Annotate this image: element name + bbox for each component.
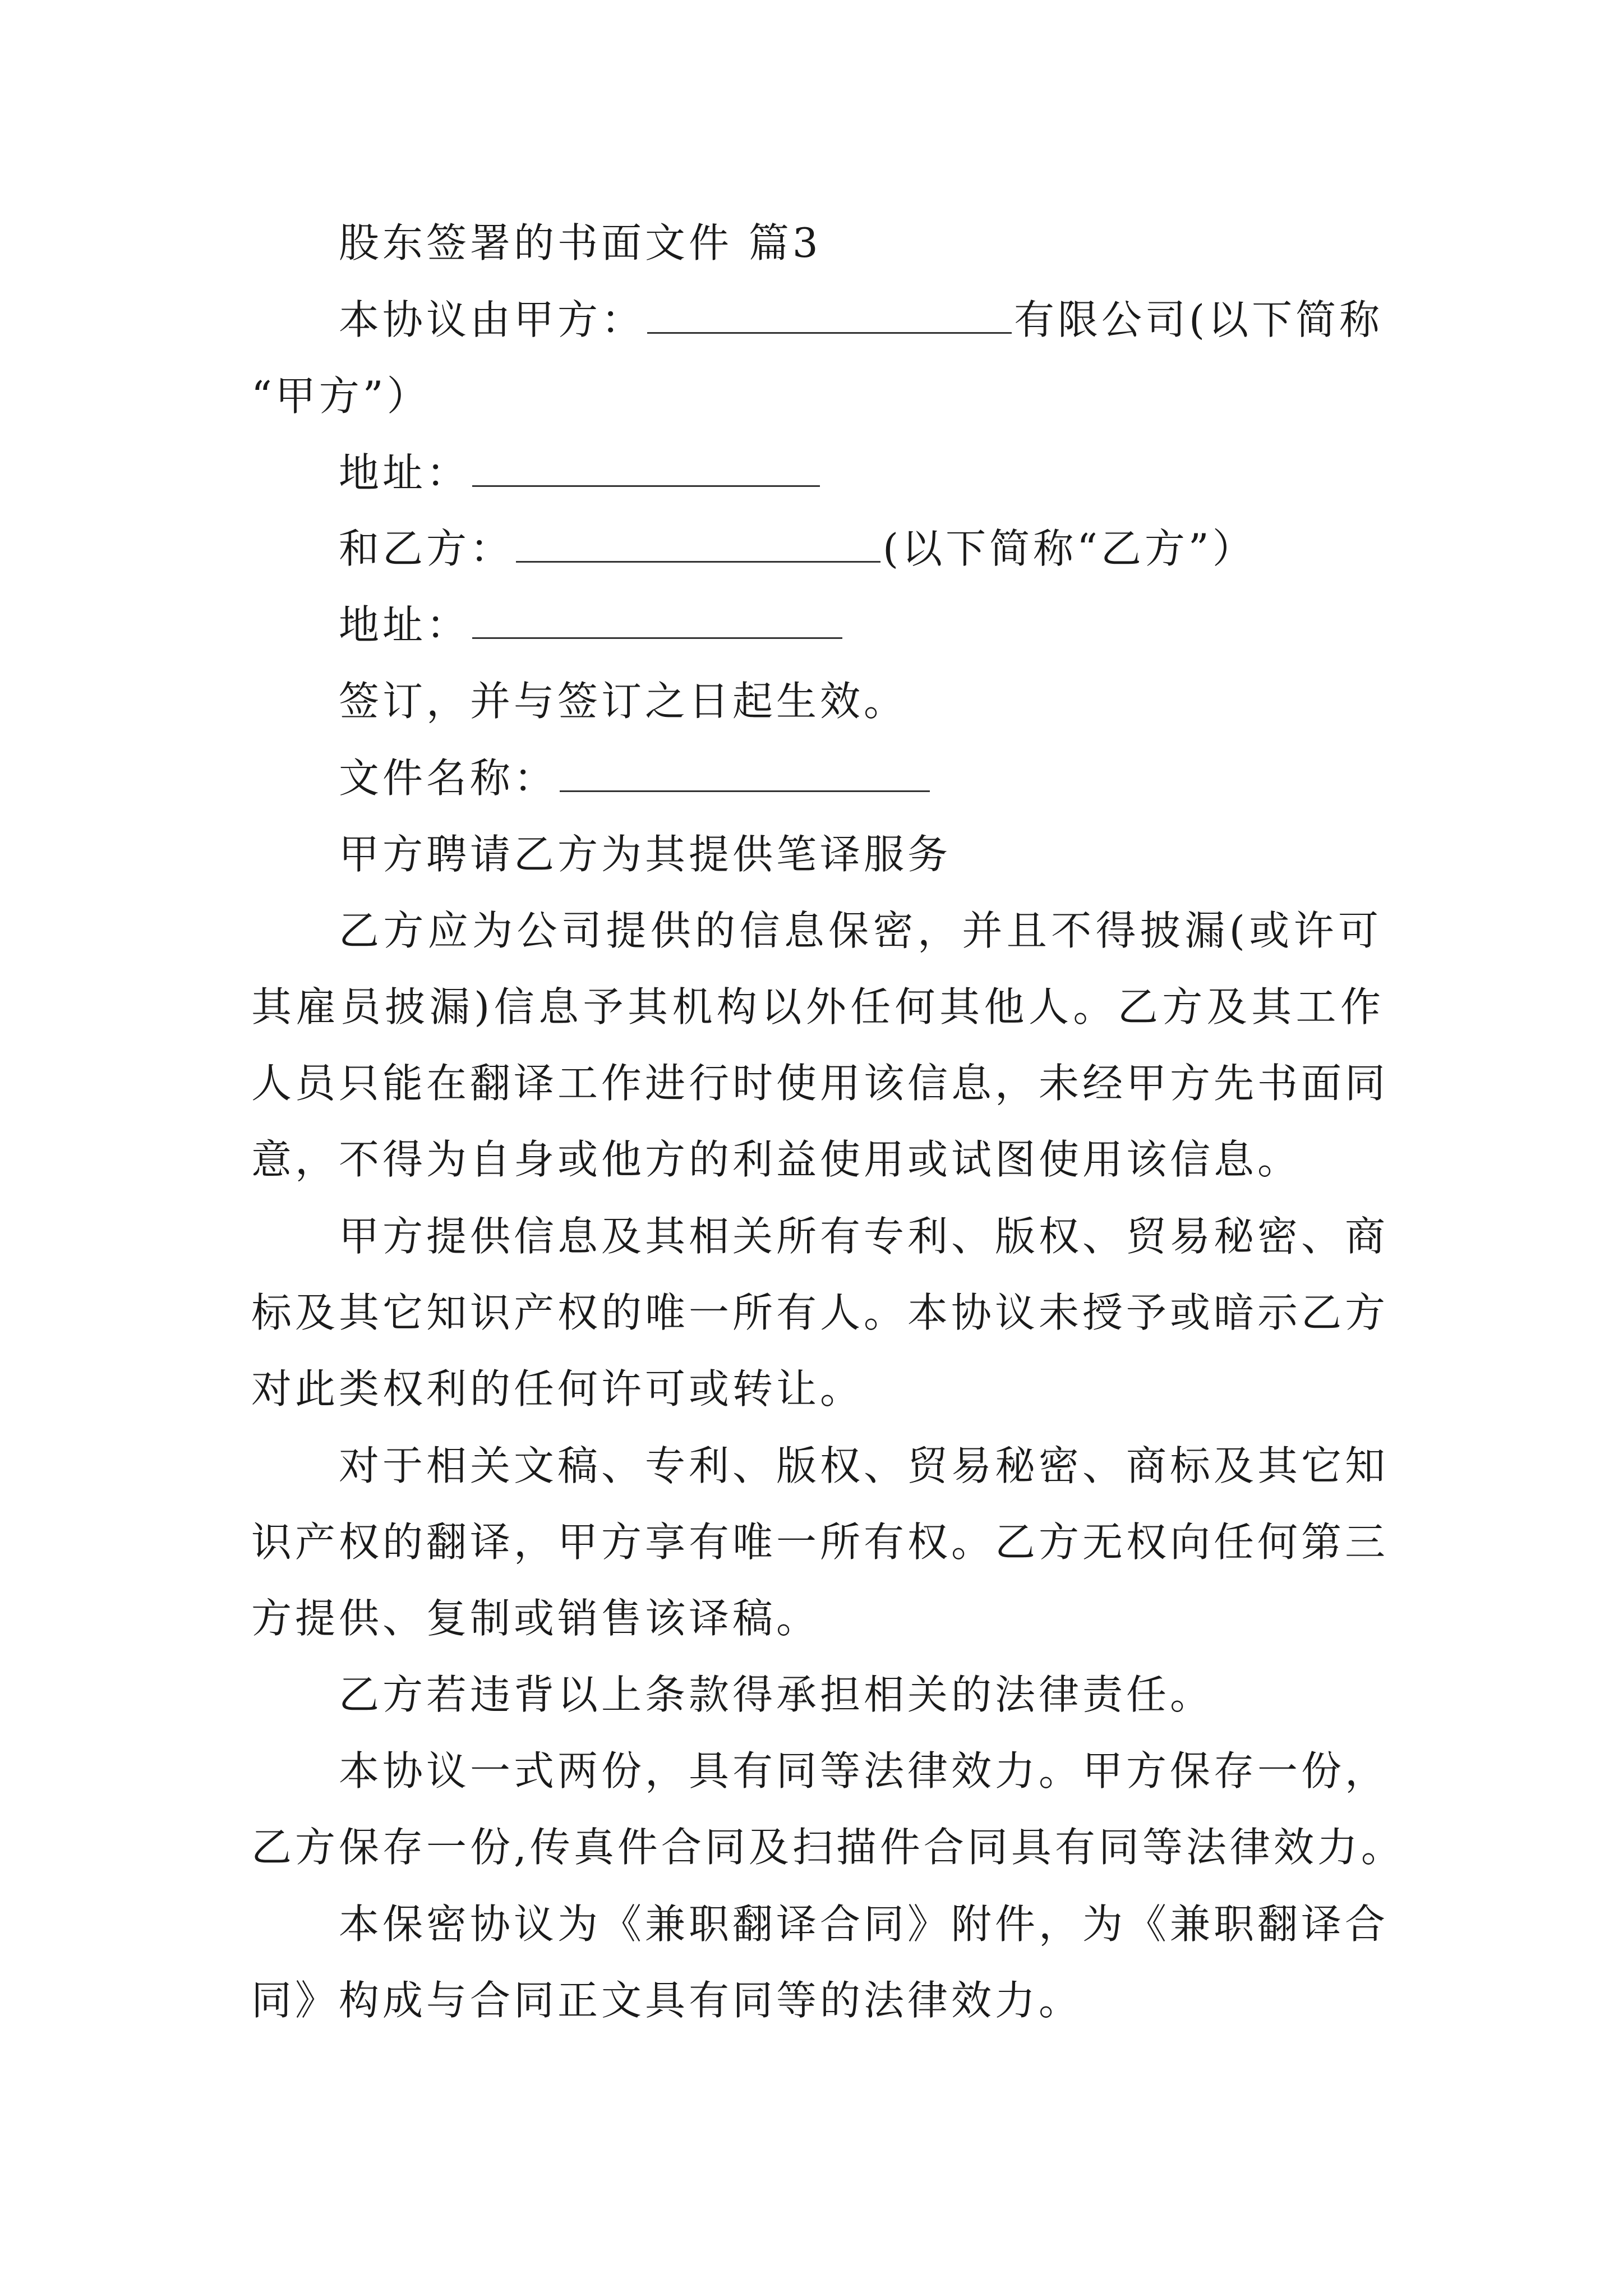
para1-line: 人员只能在翻译工作进行时使用该信息，未经甲方先书面同: [251, 1060, 1389, 1107]
party-a-blank: [647, 297, 1012, 334]
document-title: 股东签署的书面文件 篇3: [339, 219, 822, 266]
purpose-line: 甲方聘请乙方为其提供笔译服务: [339, 831, 952, 878]
para1-line: 意，不得为自身或他方的利益使用或试图使用该信息。: [251, 1136, 1302, 1183]
party-a-line: [339, 293, 1382, 347]
party-b-label: 和乙方：: [339, 525, 514, 572]
party-b-suffix: (以下简称“乙方”）: [883, 525, 1256, 572]
address-line-2: [339, 598, 1382, 652]
address-label-1: 地址：: [339, 449, 471, 496]
party-a-label: 本协议由甲方：: [339, 296, 645, 343]
address-blank-2: [472, 602, 842, 639]
para6-line: 同》构成与合同正文具有同等的法律效力。: [251, 1977, 1083, 2024]
address-line-1: [339, 446, 1382, 500]
file-name-label: 文件名称：: [339, 754, 558, 802]
address-blank-1: [472, 450, 820, 487]
para2-line: 甲方提供信息及其相关所有专利、版权、贸易秘密、商: [339, 1213, 1389, 1260]
party-a-alias: “甲方”）: [251, 372, 431, 420]
para3-line: 方提供、复制或销售该译稿。: [251, 1595, 820, 1642]
party-a-suffix: 有限公司(以下简称: [1014, 296, 1384, 343]
address-label-2: 地址：: [339, 601, 471, 648]
para5-line: 乙方保存一份,传真件合同及扫描件合同具有同等法律效力。: [251, 1824, 1405, 1871]
para2-line: 标及其它知识产权的唯一所有人。本协议未授予或暗示乙方: [251, 1289, 1389, 1336]
file-name-blank: [560, 756, 930, 792]
para1-line: 乙方应为公司提供的信息保密，并且不得披漏(或许可: [339, 907, 1382, 954]
party-b-line: [339, 522, 1382, 576]
effective-clause: 签订，并与签订之日起生效。: [339, 678, 908, 725]
file-name-line: [339, 751, 1382, 805]
para3-line: 对于相关文稿、专利、版权、贸易秘密、商标及其它知: [339, 1442, 1389, 1489]
para4-line: 乙方若违背以上条款得承担相关的法律责任。: [339, 1671, 1214, 1718]
party-b-blank: [516, 526, 880, 563]
para2-line: 对此类权利的任何许可或转让。: [251, 1365, 864, 1412]
para1-line: 其雇员披漏)信息予其机构以外任何其他人。乙方及其工作: [251, 983, 1384, 1030]
para5-line: 本协议一式两份，具有同等法律效力。甲方保存一份，: [339, 1747, 1389, 1795]
para3-line: 识产权的翻译，甲方享有唯一所有权。乙方无权向任何第三: [251, 1519, 1389, 1566]
para6-line: 本保密协议为《兼职翻译合同》附件，为《兼职翻译合: [339, 1901, 1389, 1948]
